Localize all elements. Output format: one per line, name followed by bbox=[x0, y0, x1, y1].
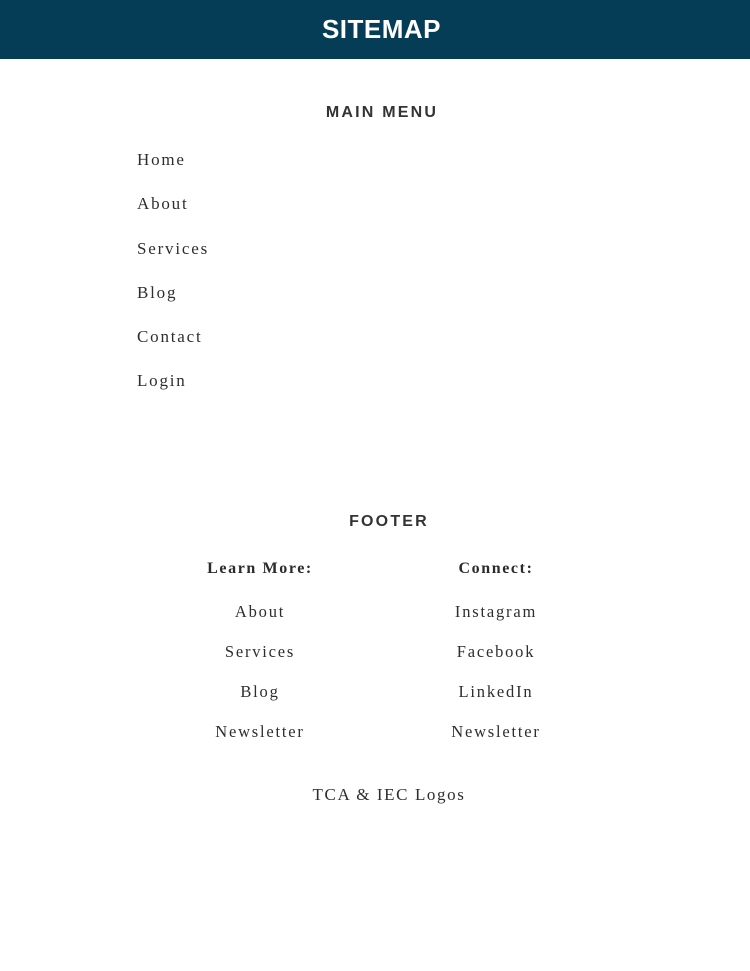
main-menu-item-blog[interactable]: Blog bbox=[137, 282, 178, 302]
connect-link-newsletter[interactable]: Newsletter bbox=[451, 722, 541, 741]
connect-column bbox=[386, 560, 606, 762]
learn-more-heading: Learn More: bbox=[207, 560, 313, 577]
main-menu-item-about[interactable]: About bbox=[137, 194, 189, 214]
learn-more-list bbox=[150, 602, 370, 762]
connect-link-instagram[interactable]: Instagram bbox=[454, 602, 538, 621]
connect-list bbox=[386, 602, 606, 762]
footer-heading: FOOTER bbox=[349, 513, 429, 530]
page-title: SITEMAP bbox=[321, 14, 442, 44]
main-menu-item-login[interactable]: Login bbox=[137, 371, 187, 391]
sitemap-header bbox=[0, 0, 750, 59]
learn-more-column bbox=[150, 560, 370, 762]
learn-more-link-about[interactable]: About bbox=[234, 602, 286, 621]
main-menu-list bbox=[137, 150, 209, 416]
connect-link-linkedin[interactable]: LinkedIn bbox=[458, 682, 534, 701]
connect-link-facebook[interactable]: Facebook bbox=[456, 642, 536, 661]
main-menu-heading: MAIN MENU bbox=[325, 104, 439, 121]
learn-more-link-services[interactable]: Services bbox=[224, 642, 296, 661]
connect-heading: Connect: bbox=[458, 560, 534, 577]
main-menu-item-services[interactable]: Services bbox=[137, 238, 209, 258]
learn-more-link-newsletter[interactable]: Newsletter bbox=[215, 722, 305, 741]
main-menu-item-contact[interactable]: Contact bbox=[137, 327, 203, 347]
main-menu-item-home[interactable]: Home bbox=[137, 150, 186, 169]
learn-more-link-blog[interactable]: Blog bbox=[240, 682, 280, 701]
footer-logos-text: TCA & IEC Logos bbox=[312, 785, 466, 804]
